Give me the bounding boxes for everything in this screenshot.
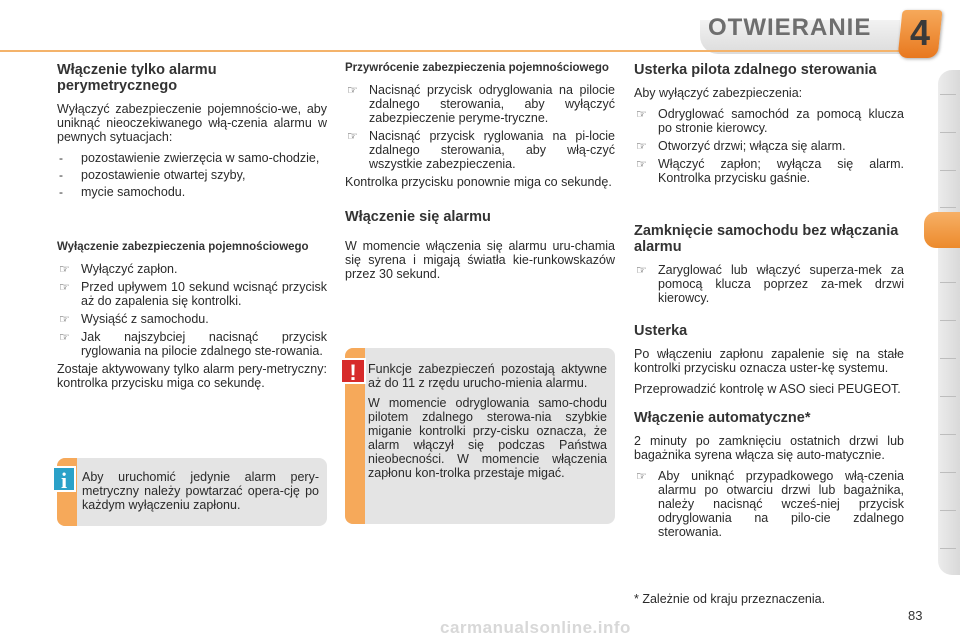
tab-divider: [940, 320, 956, 321]
tab-divider: [940, 548, 956, 549]
list-item: ☞ Przed upływem 10 sekund wcisnąć przycisk aż do zapalenia się kontrolki.: [59, 280, 327, 308]
page-title: OTWIERANIE: [708, 14, 872, 41]
list-item: ☞ Nacisnąć przycisk odryglowania na pilocie zdalnego sterowania, aby wyłączyć zabezpieczenie peryme-tryczne.: [347, 83, 615, 125]
list-item: ☞ Wyłączyć zapłon.: [59, 262, 178, 276]
list-item: ☞ Nacisnąć przycisk ryglowania na pi-locie zdalnego sterowania, aby włą-czyć wszystkie zabezpieczenia.: [347, 129, 615, 171]
list-item: ☞ Zaryglować lub włączyć superza-mek za pomocą klucza poprzez za-mek drzwi kierowcy.: [636, 263, 904, 305]
list-item: ☞ Odryglować samochód za pomocą klucza po stronie kierowcy.: [636, 107, 904, 135]
column-right: [634, 62, 904, 543]
tab-divider: [940, 434, 956, 435]
list-item: - pozostawienie zwierzęcia w samo-chodzie,: [59, 151, 320, 165]
pointing-hand-icon: ☞: [636, 469, 647, 483]
pointing-hand-icon: ☞: [636, 107, 647, 121]
dash-bullet: -: [59, 168, 63, 182]
section-title-alarm-trigger: Włączenie się alarmu: [345, 209, 491, 225]
section-title-lock-without-alarm: Zamknięcie samochodu bez włączania alarmu: [634, 223, 899, 255]
tab-divider: [940, 358, 956, 359]
info-note-text: Aby uruchomić jedynie alarm pery-metryczny należy powtarzać opera-cję po każdym wyłączeniu zapłonu.: [82, 470, 319, 512]
active-chapter-tab[interactable]: [924, 212, 960, 248]
pointing-hand-icon: ☞: [636, 263, 647, 277]
section-text: Po włączeniu zapłonu zapalenie się na stałe kontrolki przycisku oznacza uster-kę systemu.: [634, 347, 904, 375]
list-item: - mycie samochodu.: [59, 185, 186, 199]
watermark: carmanualsonline.info: [440, 618, 631, 637]
list-item: ☞ Włączyć zapłon; wyłącza się alarm. Kontrolka przycisku gaśnie.: [636, 157, 904, 185]
list-item: - pozostawienie otwartej szyby,: [59, 168, 246, 182]
section-title-fault: Usterka: [634, 323, 688, 339]
step-list: [345, 83, 615, 171]
pointing-hand-icon: ☞: [59, 330, 70, 344]
tab-divider: [940, 170, 956, 171]
dash-bullet: -: [59, 151, 63, 165]
dash-bullet: -: [59, 185, 63, 199]
chapter-number: 4: [909, 12, 931, 53]
section-text: 2 minuty po zamknięciu ostatnich drzwi lub bagażnika syrena włącza się auto-matycznie.: [634, 434, 904, 462]
pointing-hand-icon: ☞: [59, 262, 70, 276]
page-number: 83: [908, 608, 923, 623]
tab-divider: [940, 94, 956, 95]
warning-note: [345, 348, 615, 524]
pointing-hand-icon: ☞: [636, 139, 647, 153]
pointing-hand-icon: ☞: [59, 280, 70, 294]
tab-divider: [940, 207, 956, 208]
warning-note-text: W momencie odryglowania samo-chodu pilotem zdalnego sterowa-nia szybkie miganie kontrolki przy-cisku oznacza, że alarm włączył się podczas Państwa nieobecności. W momencie włączenia zapłonu kon-trolka przestaje migać.: [368, 396, 607, 480]
tab-divider: [940, 282, 956, 283]
step-list: [634, 469, 904, 539]
step-list: [57, 262, 327, 358]
pointing-hand-icon: ☞: [636, 157, 647, 171]
section-outro: Zostaje aktywowany tylko alarm pery-metryczny: kontrolka przycisku miga co sekundę.: [57, 362, 327, 390]
tab-divider: [940, 510, 956, 511]
list-item: ☞ Wysiąść z samochodu.: [59, 312, 209, 326]
column-middle: [345, 62, 615, 288]
info-note: [57, 458, 327, 526]
list-item: ☞ Otworzyć drzwi; włącza się alarm.: [636, 139, 846, 153]
pointing-hand-icon: ☞: [347, 129, 358, 143]
tab-divider: [940, 132, 956, 133]
section-title-perimetric: Włączenie tylko alarmu perymetrycznego: [57, 62, 217, 94]
chapter-tabs: [938, 70, 960, 575]
section-text: W momencie włączenia się alarmu uru-chamia się syrena i migają światła kie-runkowskazów przez 30 sekund.: [345, 239, 615, 281]
list-item: ☞ Aby uniknąć przypadkowego włą-czenia alarmu po otwarciu drzwi lub bagażnika, należy nacisnąć wcześ-niej przycisk odryglowania na pilo-cie zdalnego sterowania.: [636, 469, 904, 539]
section-title-remote-fault: Usterka pilota zdalnego sterowania: [634, 62, 877, 78]
column-left: [57, 62, 327, 397]
section-intro: Aby wyłączyć zabezpieczenia:: [634, 86, 803, 100]
pointing-hand-icon: ☞: [347, 83, 358, 97]
step-list: [634, 107, 904, 185]
tab-divider: [940, 396, 956, 397]
exclamation-icon: !: [340, 358, 366, 384]
section-outro: Kontrolka przycisku ponownie miga co sekundę.: [345, 175, 612, 189]
section-intro: Wyłączyć zabezpieczenie pojemnościo-we, aby uniknąć nieoczekiwanego włą-czenia alarmu w pewnych sytuacjach:: [57, 102, 327, 144]
info-icon: i: [52, 466, 76, 492]
section-text: Przeprowadzić kontrolę w ASO sieci PEUGEOT.: [634, 382, 901, 396]
tab-divider: [940, 472, 956, 473]
pointing-hand-icon: ☞: [59, 312, 70, 326]
header-rule: [0, 50, 900, 52]
situation-list: [57, 151, 327, 199]
footnote: * Zależnie od kraju przeznaczenia.: [634, 592, 826, 606]
warning-note-text: Funkcje zabezpieczeń pozostają aktywne aż do 11 z rzędu urucho-mienia alarmu.: [368, 362, 607, 390]
section-title-volumetric-on: Przywrócenie zabezpieczenia pojemnościowego: [345, 62, 609, 74]
step-list: [634, 263, 904, 305]
section-title-automatic: Włączenie automatyczne*: [634, 410, 811, 426]
list-item: ☞ Jak najszybciej nacisnąć przycisk ryglowania na pilocie zdalnego ste-rowania.: [59, 330, 327, 358]
section-title-volumetric-off: Wyłączenie zabezpieczenia pojemnościowego: [57, 241, 309, 253]
